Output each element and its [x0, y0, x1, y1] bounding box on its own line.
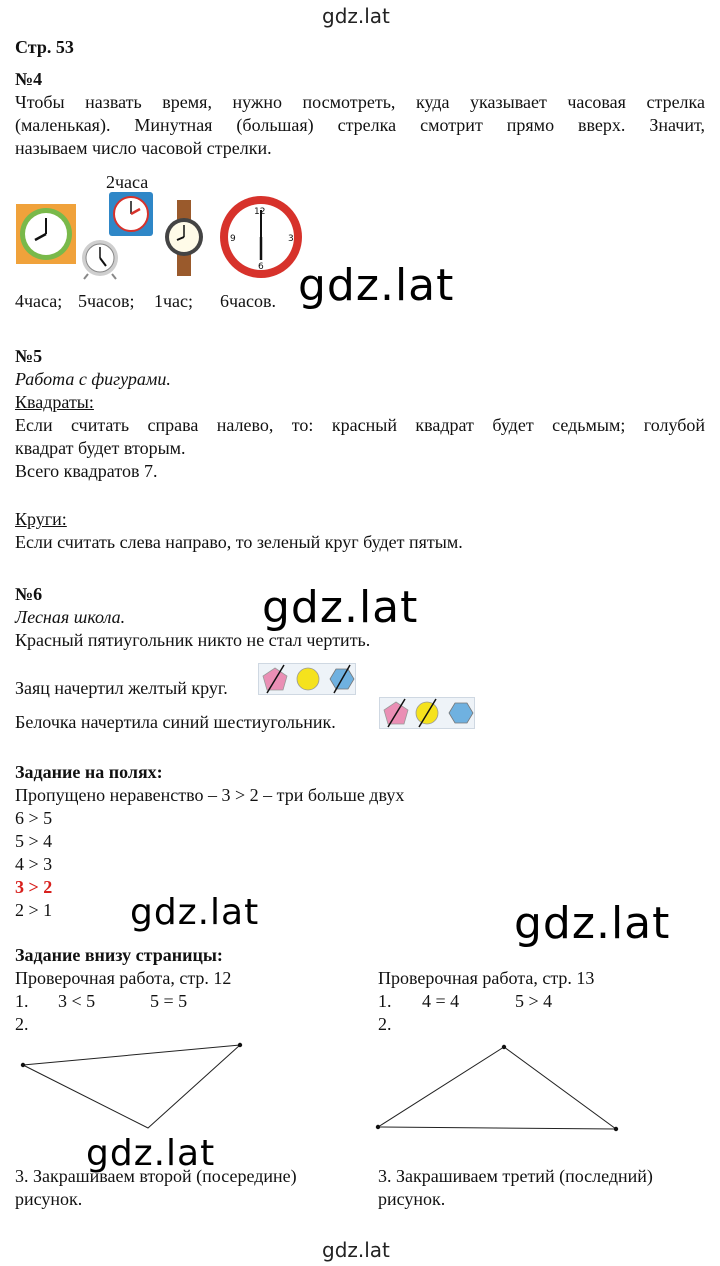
- inequality-2: 5 > 4: [15, 831, 53, 851]
- yellow-circle-icon: [297, 668, 319, 690]
- task4-number: №4: [15, 69, 43, 89]
- inequality-3: 4 > 3: [15, 854, 53, 874]
- left-item3-line1: 3. Закрашиваем второй (посередине): [15, 1166, 297, 1186]
- svg-text:12: 12: [254, 207, 266, 217]
- svg-text:3: 3: [288, 234, 294, 244]
- task5-subtitle: Работа с фигурами.: [15, 369, 171, 389]
- right-item1-num: 1.: [378, 991, 392, 1011]
- task5-number: №5: [15, 346, 43, 366]
- inequality-4-missing: 3 > 2: [15, 877, 53, 897]
- right-item3-line1: 3. Закрашиваем третий (последний): [378, 1166, 653, 1186]
- right-item1-b: 5 > 4: [515, 991, 553, 1011]
- left-item1-num: 1.: [15, 991, 29, 1011]
- squares-line2: квадрат будет вторым.: [15, 438, 186, 458]
- clock-label-2h: 2часа: [106, 172, 149, 192]
- clock-answer-3: 1час;: [154, 291, 194, 311]
- squares-heading: Квадраты:: [15, 392, 94, 412]
- alarm-clock-icon: [82, 240, 118, 279]
- task4-text-line3: называем число часовой стрелки.: [15, 138, 272, 158]
- task4-text-line2: (маленькая). Минутная (большая) стрелка смотрит прямо вверх. Значит,: [15, 115, 705, 135]
- right-work-title: Проверочная работа, стр. 13: [378, 968, 595, 988]
- right-item2-num: 2.: [378, 1014, 392, 1034]
- left-item2-num: 2.: [15, 1014, 29, 1034]
- left-item3-line2: рисунок.: [15, 1189, 83, 1209]
- right-triangle-drawing: [370, 1040, 630, 1135]
- inequality-5: 2 > 1: [15, 900, 53, 920]
- squares-line3: Всего квадратов 7.: [15, 461, 158, 481]
- red-wall-clock-icon: [220, 196, 302, 278]
- task4-text-line1: Чтобы назвать время, нужно посмотреть, куда указывает часовая стрелка: [15, 92, 705, 112]
- clock-answer-1: 4часа;: [15, 291, 63, 311]
- task6-subtitle: Лесная школа.: [15, 607, 126, 627]
- margin-task-heading: Задание на полях:: [15, 762, 163, 782]
- watermark-overlay-2: gdz.lat: [262, 582, 419, 633]
- task6-line2: Заяц начертил желтый круг.: [15, 678, 228, 698]
- square-wall-clock-icon: [16, 204, 76, 264]
- wrist-watch-icon: [165, 200, 203, 276]
- left-item1-b: 5 = 5: [150, 991, 188, 1011]
- shapes-strip-squirrel: [379, 697, 475, 729]
- margin-task-intro: Пропущено неравенство – 3 > 2 – три больше двух: [15, 785, 405, 805]
- page-ref: Стр. 53: [15, 37, 74, 57]
- left-item1-a: 3 < 5: [58, 991, 96, 1011]
- bottom-task-heading: Задание внизу страницы:: [15, 945, 223, 965]
- right-item1-a: 4 = 4: [422, 991, 460, 1011]
- blue-square-clock-icon: [109, 192, 153, 236]
- clock-answer-2: 5часов;: [78, 291, 135, 311]
- squares-line1: Если считать справа налево, то: красный квадрат будет седьмым; голубой: [15, 415, 705, 435]
- inequality-1: 6 > 5: [15, 808, 53, 828]
- watermark-overlay-5: gdz.lat: [86, 1133, 216, 1174]
- task6-number: №6: [15, 584, 43, 604]
- right-item3-line2: рисунок.: [378, 1189, 446, 1209]
- watermark-overlay-4: gdz.lat: [514, 898, 671, 949]
- watermark-overlay-1: gdz.lat: [298, 260, 455, 311]
- svg-text:6: 6: [258, 262, 264, 272]
- task6-line1: Красный пятиугольник никто не стал чертить.: [15, 630, 371, 650]
- watermark-overlay-3: gdz.lat: [130, 892, 260, 933]
- left-work-title: Проверочная работа, стр. 12: [15, 968, 232, 988]
- watermark-top: gdz.lat: [322, 4, 390, 28]
- svg-text:9: 9: [230, 234, 236, 244]
- clock-answer-4: 6часов.: [220, 291, 277, 311]
- left-triangle-drawing: [15, 1040, 255, 1132]
- watermark-bottom: gdz.lat: [322, 1238, 390, 1262]
- task6-line3: Белочка начертила синий шестиугольник.: [15, 712, 336, 732]
- circles-line: Если считать слева направо, то зеленый круг будет пятым.: [15, 532, 463, 552]
- clocks-illustration: [14, 190, 314, 280]
- shapes-strip-hare: [258, 663, 356, 695]
- circles-heading: Круги:: [15, 509, 67, 529]
